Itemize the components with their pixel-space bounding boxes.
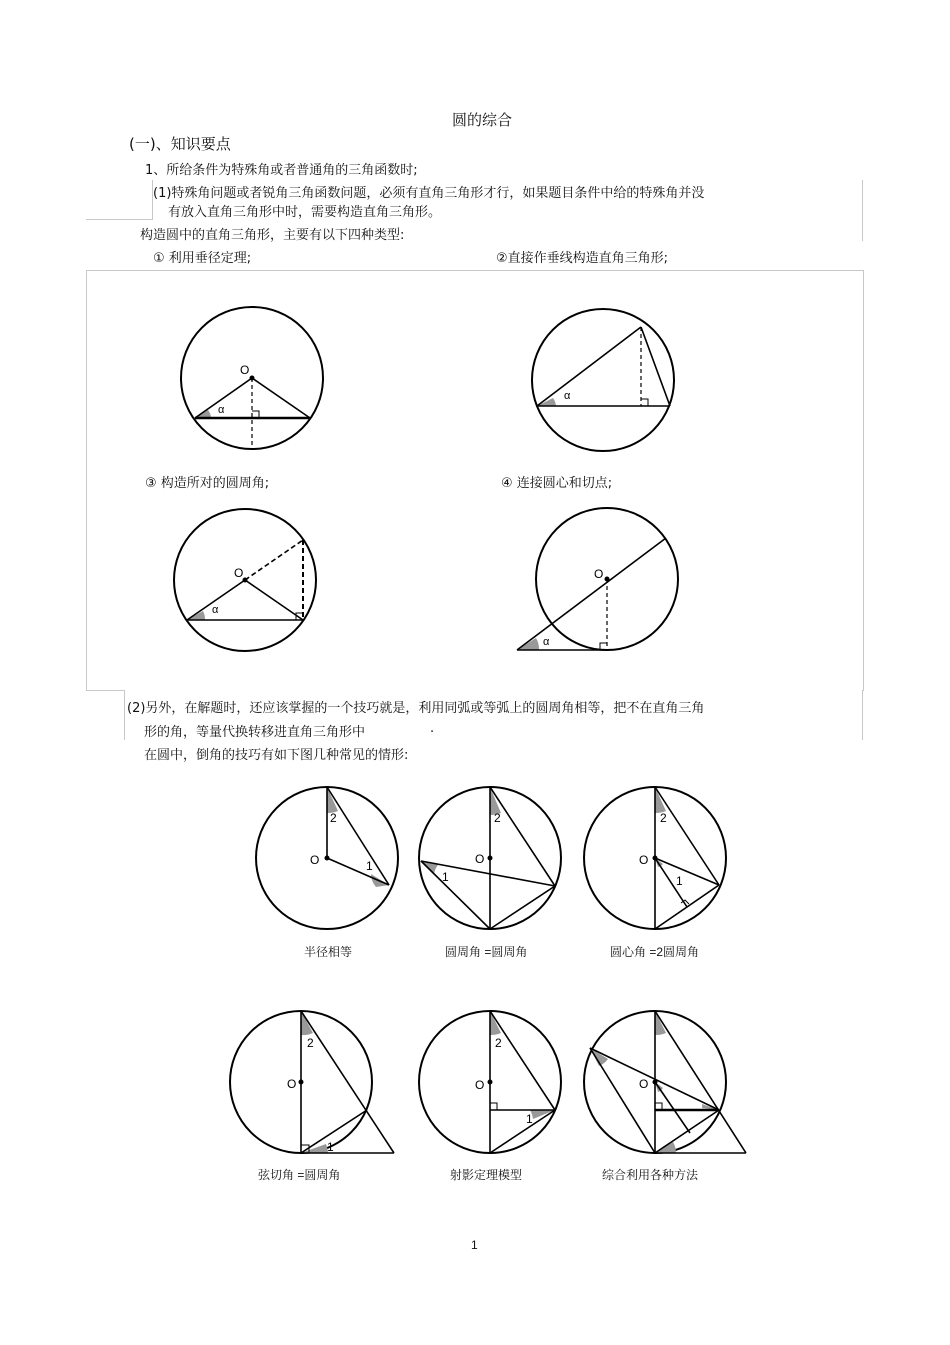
label-o: O (475, 852, 485, 866)
type-3: ③ 构造所对的圆周角; (145, 476, 270, 491)
frame-line (124, 690, 125, 740)
caption-central-angle: 圆心角 =2圆周角 (610, 945, 700, 959)
section-heading: (一)、知识要点 (129, 135, 231, 153)
label-angle-1: 1 (676, 874, 683, 888)
label-angle-1: 1 (442, 870, 449, 884)
label-angle-1: 1 (526, 1112, 533, 1126)
label-o: O (240, 363, 250, 377)
figure-inscribed-angle (165, 505, 325, 665)
figure-perpendicular-chord (170, 300, 335, 460)
figure-combined (580, 1008, 750, 1158)
label-o: O (594, 567, 604, 581)
label-o: O (287, 1077, 297, 1091)
sub-2-line-1: (2)另外，在解题时，还应该掌握的一个技巧就是，利用同弧或等弧上的圆周角相等，把不在直角三角 (127, 701, 705, 716)
figure-central-angle (580, 785, 730, 935)
label-alpha: α (212, 604, 219, 616)
label-o: O (639, 853, 649, 867)
label-angle-1: 1 (366, 859, 373, 873)
caption-equal-radii: 半径相等 (304, 945, 353, 959)
page-number: 1 (471, 1238, 478, 1252)
frame-line (86, 219, 153, 220)
type-4: ④ 连接圆心和切点; (501, 476, 613, 491)
caption-inscribed-equal: 圆周角 =圆周角 (445, 945, 528, 959)
figure-tangent-chord (228, 1008, 400, 1158)
label-o: O (475, 1078, 485, 1092)
label-alpha: α (218, 404, 225, 416)
frame-line (862, 690, 863, 740)
figure-inscribed-equal (416, 785, 566, 935)
type-2: ②直接作垂线构造直角三角形; (496, 251, 669, 266)
label-alpha: α (564, 390, 571, 402)
label-o: O (234, 566, 244, 580)
figure-equal-radii (252, 785, 402, 935)
sub-1-line-1: (1)特殊角问题或者锐角三角函数问题，必须有直角三角形才行，如果题目条件中给的特殊角并没 (153, 186, 705, 201)
sub-1-line-2: 有放入直角三角形中时，需要构造直角三角形。 (168, 205, 442, 220)
frame-line (86, 690, 125, 691)
sub-2-line-2-end: . (430, 721, 435, 736)
label-o: O (310, 853, 320, 867)
construct-intro: 构造圆中的直角三角形，主要有以下四种类型: (140, 228, 405, 243)
frame-line (862, 180, 863, 241)
caption-combined: 综合利用各种方法 (602, 1168, 699, 1182)
label-o: O (639, 1077, 649, 1091)
caption-tangent-chord: 弦切角 =圆周角 (258, 1168, 341, 1182)
sub-2-line-2: 形的角，等量代换转移进直角三角形中 (144, 725, 366, 740)
label-angle-2: 2 (495, 1036, 502, 1050)
page-title: 圆的综合 (452, 111, 513, 129)
label-alpha: α (543, 636, 550, 648)
label-angle-2: 2 (660, 811, 667, 825)
label-angle-2: 2 (494, 811, 501, 825)
label-angle-1: 1 (327, 1140, 334, 1154)
figure-projection (416, 1008, 566, 1158)
label-angle-2: 2 (307, 1036, 314, 1050)
type-1: ① 利用垂径定理; (153, 251, 252, 266)
point-1: 1、所给条件为特殊角或者普通角的三角函数时; (145, 163, 418, 178)
angle-chasing-intro: 在圆中，倒角的技巧有如下图几种常见的情形: (144, 748, 409, 763)
label-angle-2: 2 (330, 811, 337, 825)
figure-direct-perpendicular (525, 300, 685, 460)
figure-tangent-point (510, 505, 690, 665)
caption-projection: 射影定理模型 (450, 1168, 523, 1182)
